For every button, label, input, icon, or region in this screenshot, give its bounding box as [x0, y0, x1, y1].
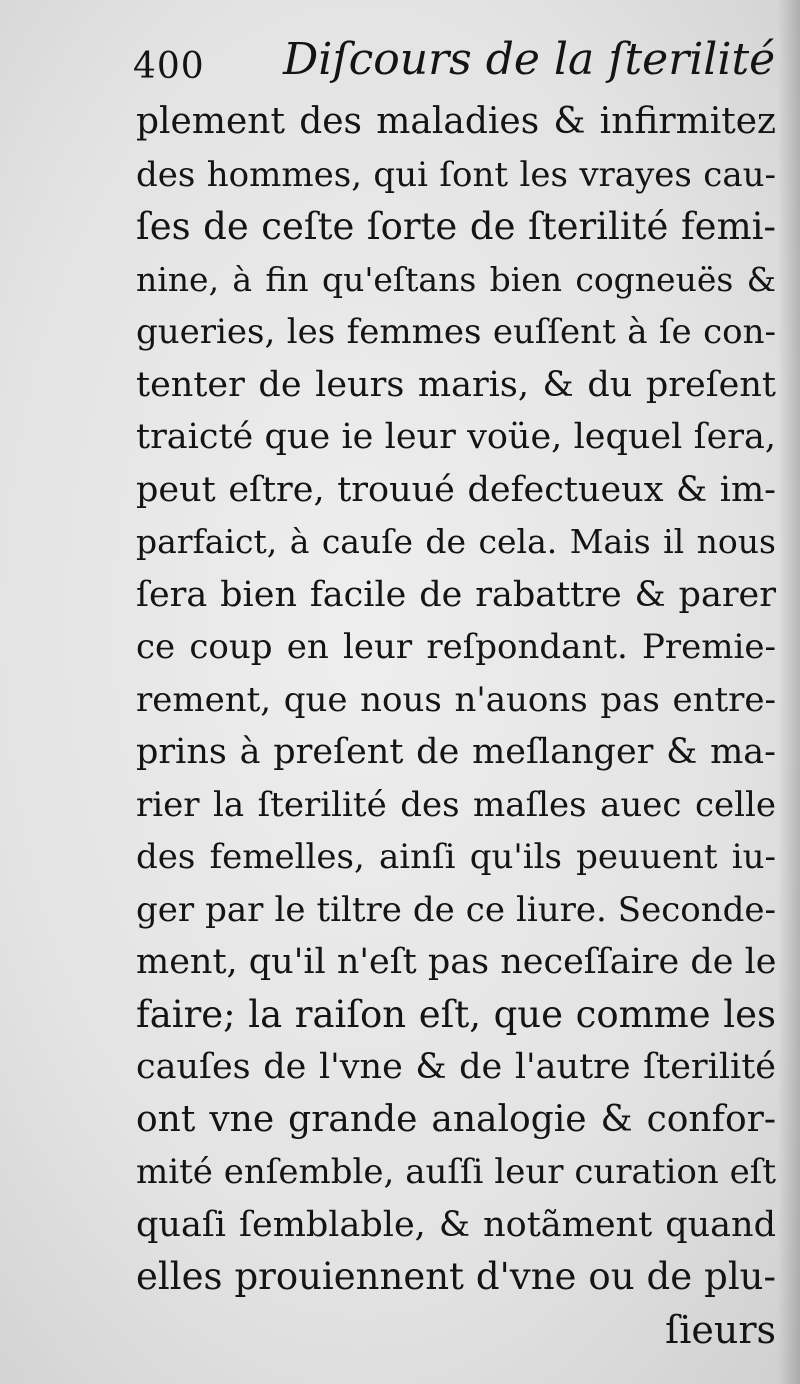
text-line: ſes de ceſte ſorte de ſterilité femi-: [136, 205, 776, 248]
text-line: ſera bien facile de rabattre & parer: [136, 574, 776, 615]
text-line: des femelles, ainſi qu'ils peuuent iu-: [136, 837, 776, 877]
text-line: elles prouiennent d'vne ou de plu-: [136, 1255, 776, 1298]
text-line: traicté que ie leur voüe, lequel ſera,: [136, 417, 776, 457]
text-line: rement, que nous n'auons pas entre-: [136, 679, 776, 720]
text-line: prins à preſent de meſlanger & ma-: [136, 732, 776, 772]
text-line: plement des maladies & infirmitez: [136, 101, 776, 142]
text-line: parfaict, à cauſe de cela. Mais il nous: [136, 522, 776, 561]
text-line: nine, à fin qu'eſtans bien cogneuës &: [136, 259, 776, 299]
text-line: quaſi ſemblable, & notãment quand: [136, 1204, 776, 1245]
running-head: Diſcours de la ſterilité: [283, 34, 776, 85]
page-number: 400: [133, 46, 205, 87]
text-line: rier la ſterilité des maſles auec celle: [136, 784, 776, 825]
text-line: cauſes de l'vne & de l'autre ſterilité: [136, 1047, 776, 1087]
text-line: faire; la raiſon eſt, que comme les: [136, 992, 776, 1036]
text-line: des hommes, qui ſont les vrayes cau-: [136, 154, 776, 195]
body-text: [136, 96, 776, 1356]
text-line: mité enſemble, auſſi leur curation eſt: [136, 1152, 776, 1192]
text-line: ce coup en leur reſpondant. Premie-: [136, 627, 776, 667]
page-header: [133, 34, 776, 94]
text-line: ment, qu'il n'eſt pas neceſſaire de le: [136, 942, 776, 982]
page-edge-shadow: [778, 0, 800, 1384]
text-line: gueries, les femmes euſſent à ſe con-: [136, 312, 776, 352]
catchword: ſieurs: [665, 1307, 776, 1352]
text-line: tenter de leurs maris, & du preſent: [136, 364, 776, 405]
text-line: ger par le tiltre de ce liure. Seconde-: [136, 889, 776, 930]
text-line: ont vne grande analogie & confor-: [136, 1098, 776, 1140]
text-line: peut eſtre, trouué defectueux & im-: [136, 469, 776, 510]
